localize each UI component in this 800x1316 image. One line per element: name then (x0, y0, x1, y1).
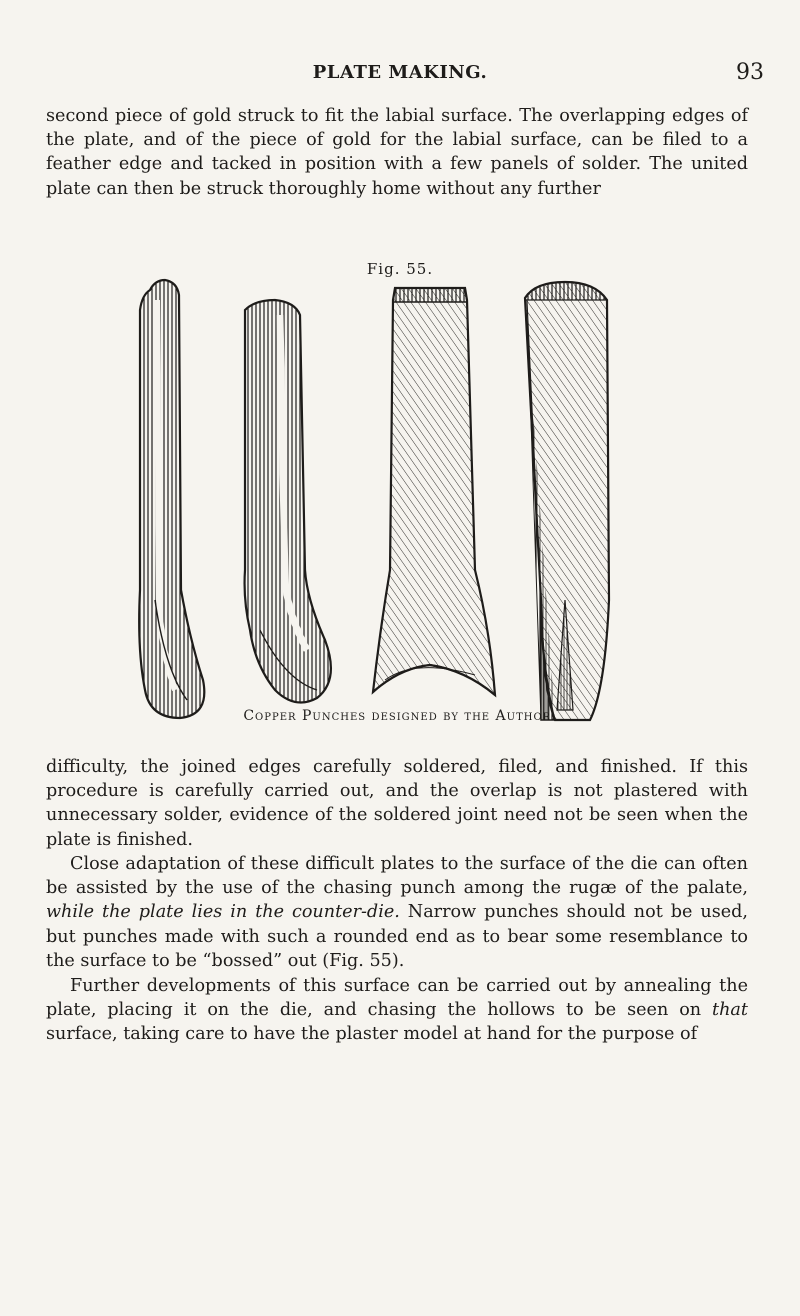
figure-label: Fig. 55. (366, 260, 434, 278)
paragraph-3-start: Close adaptation of these difficult plates to the surface of the die can often be assisted by the use of the chasing punch among the rugæ of the palate, (46, 854, 748, 899)
paragraph-4-start: Further developments of this surface can be carried out by annealing the plate, placing it on the die, and chasing the hollows to be seen on (46, 976, 748, 1021)
punch-4-drawing (525, 282, 609, 720)
running-title: PLATE MAKING. (312, 62, 488, 83)
figure-caption: Copper Punches designed by the Author. (243, 708, 557, 724)
punch-3-drawing (373, 288, 495, 695)
paragraph-2: difficulty, the joined edges carefully soldered, filed, and finished. If this procedure is carefully carried out, and the overlap is not plastered with unnecessary solder, evidence of the soldered joint need not be seen when the plate is finished. (46, 757, 748, 850)
paragraph-4-emphasis: that (712, 1000, 748, 1021)
paragraph-3-emphasis: while the plate lies in the counter-die. (46, 902, 400, 923)
paragraph-3 (46, 852, 748, 973)
paragraph-4 (46, 974, 748, 1047)
page-number: 93 (736, 60, 764, 85)
paragraph-1: second piece of gold struck to fit the labial surface. The overlapping edges of the plate, and of the piece of gold for the labial surface, can be filed to a feather edge and tacked in position with a few panels of solder. The united plate can then be struck thoroughly home without any further (46, 106, 748, 199)
punches-illustration (95, 270, 715, 730)
punch-1-drawing (139, 280, 204, 718)
paragraph-3-end: Narrow punches should not be used, but punches made with such a rounded end as to bear some resemblance to the surface to be “bossed” out (Fig. 55). (46, 902, 748, 971)
punch-2-drawing (245, 300, 331, 703)
paragraph-4-end: surface, taking care to have the plaster model at hand for the purpose of (46, 1024, 698, 1045)
